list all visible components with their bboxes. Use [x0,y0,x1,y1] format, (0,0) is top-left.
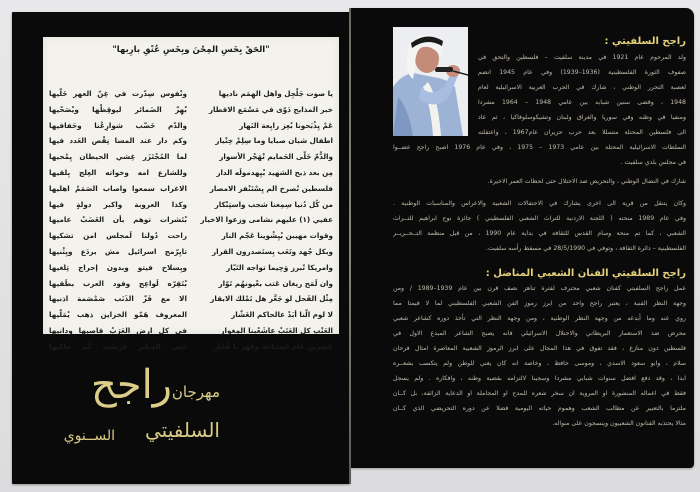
bio-line: السلطات الاسرائيلية المحتلة بين عامي 1973 – 1975 ، وفي عام 1976 اصبح راجح عضــوا [393,144,686,151]
poem-line: وامريكا تُبرز وَحِيما تواجه التَيّار [226,262,333,272]
poem-line: العَتْب كل العَتَبْ عاشَعْبِنا المِغوار [220,325,333,335]
poem-card [43,37,339,351]
bio-section-2 [393,268,686,431]
bio-line: ملتزما بالتعبير عن مطالب الشعب وهموم حياته اليومية فضلا عن دوره التحريضي الذي كــان [393,405,686,412]
bio-line: شارك في النضال الوطني ، والتحريض ضد الاحتلال حتى لحظات العمر الاخيرة. [487,178,686,185]
poem-line: مِن بعد ذبح الشهيد بْيِهدمولَه الدار [216,167,333,177]
bio-line: لعصبة التحرر الوطني ، شارك في الحرب العربية الاسرائيلية لعام [478,84,686,91]
poem-line: وللشارع امه وخواته العِلج بِلقيها [49,167,187,177]
bio-line: وفي عام 1989 منحته ( اللجنة الاردنية للتراث الشعبي الفلسطيني ) جائزة نوح ابراهيم للتــراث [393,215,686,222]
poem-line: وان لَمَح ريغان عَتب بعْيونهُم تَوّار [218,278,333,288]
bio-line: مثالا يحتذيه الفنانون الشعبيون وينسجون على منواله. [552,420,686,427]
poem-line: اطفال شبان صبايا وما سِلِمْ خِتْيار [215,136,333,146]
poem-title: "الحَقْ بِخَسِ المِحْنَ وبِخَسِ عُنْقِ بارِيها" [112,45,270,55]
poem-line: وقوات مهيبن بْيِشْوينا عَجّم النار [221,231,333,241]
bio-line: ومنفيا في وطنه وفي سوريا والعراق ولبنان وتشيكوسلوفاكيا ، ثم عاد [478,114,686,121]
poem-column-right [195,86,333,355]
poem-columns [49,86,333,355]
bio-line: وجهة النظر الفنية ، يعتبر راجح واحد من ابرز رموز الفن الشعبي الفلسطيني لما لا قيمتا مما [393,300,686,307]
bio-heading-1: راجح السلفيتي : [604,36,686,47]
bio-line: ابدا ، وقد دفع افضل سنوات شبابي مشردا وسجينا لالتزامه بقضية وطنه ، وافكاره . ولم يسجل [393,375,686,382]
bio-line: فلسطين دون منازع ، فقد تفوق في هذا المجال على ابرز الرموز الشعبية المعاصرة امثال فرحان [393,345,686,352]
festival-word: مهرجان [171,383,220,401]
bio-line: محرض ضد الاستعمار البريطاني والاحتلال الاسرائيلي فانه يصبح الشاعر المبدع الاول في [393,330,686,337]
bio-line: عمل راجح السلفيتي كفنان شعبي محترف لفترة تناهز نصف قرن بين عام 1939–1989 / ومن [393,285,686,292]
poem-line: يا صوت جَلْجِل واهل الهِمَم ناديها [218,89,333,98]
poem-line: في كل ارض العَرَبْ قاصيها ودانيها [49,325,187,335]
poem-line: عَمْ يِذْبَحونا بْعِز رابِعة النَهار [239,120,333,130]
poem-line: حَتى المنابر فَرَضْتم كُم حاكيها [49,341,187,351]
poem-line: المعروف هَمّو الخزاين ذهب يْمَلّيها [49,310,187,320]
artist-photo [393,27,468,136]
poem-line: بْتَقِرّه لَواعِج وفود العرب بطَقيها [49,278,187,288]
bio-line: سلام ، وابو سعود الاسدي ، وموسى حافظ ، وخاصة انه كان يغني للوطن ولم يتكسب بشعــره [393,360,686,367]
poem-line: وبِسلاح فيتو وبدون إحراج تِلغيها [49,262,187,272]
bio-line: روي عنه وما أبدعه من وجهة النظر الوطنية ، ومن وجهة النظر التي تأخذ دوره كشاعر شعبي [393,315,686,322]
poem-line: ونْفوس سِدّرت في غِنّ العهر خَلّيها [49,89,187,98]
poem-line: وكذا العروبة واكبر دولةٍ فيها [49,199,187,209]
bio-paragraph-2 [393,174,686,189]
festival-artist-name: راجح [91,362,172,408]
bio-line: وكان يتنقل من قرية الى اخرى يشارك في الاحتفالات الشعبية والاعراس والمناسبات الوطنية . [393,200,686,207]
poem-line: والدّم خَضّب شوارِعْنا وحَفافيها [49,120,187,130]
poem-line: تايِرّمج اسرائيل مش بردَع ويِثْنيها [49,246,187,256]
fold-line [349,8,351,484]
festival-artist-surname: السلفيتي [145,418,220,442]
poem-line: خبر المذابح دَوّى في مَسْمَع الاقطار [208,104,333,114]
poem-line: فلسطين تُصرخ الم يِسْتَنْفر الامصار [209,183,333,193]
poem-column-left [49,86,187,355]
poem-line: مِثْل الفَحل لو جَعَّر هل تَمْلك الابقار [210,294,333,304]
poem-line: لا لوم الّنا أبَدْ عالحاكم الغَشّار [231,310,333,320]
bio-heading-2: راجح السلفيتي الفنان الشعبي المناضل : [485,268,686,279]
bio-line: 1948 ، وقضى سنين شبابه بين عامي 1948 – 1964 مشردا [478,99,686,106]
poem-line: وكم دار عند المسا نِقْص العَدد فيها [49,136,187,146]
poem-line: الاغراب سمعوا واصاب الصَمَمْ اهليها [49,183,187,193]
bio-line: فقط في اعماله المنشورة او المروية ان سخر شعره للمدح او المجاملة او الدعاية الزائفة، بل كــان [393,390,686,397]
poem-line: لما المُجْتَزَر غِشي الحيطان يِمْحيها [49,152,187,162]
poem-line: والدُّمّ خَلّى الحَمايم تْهَجْر الأسوار [219,152,333,162]
bio-line: ولد المرحوم عام 1921 في مدينة سلفيت – فلسطين والتحق في [478,54,686,61]
poem-line: عفيي (١) عليهم نشامى وزعوا الاخبار [200,215,333,225]
bio-line: الفلسطينية – دائرة الثقافة ، وتوفي في 28/5/1990 في مسقط رأسه سلفيت. [486,245,686,252]
bio-section-1 [478,36,686,140]
festival-annual: الســنوي [63,428,115,444]
poem-line: راحت دُولنا لَمجلس امن تشكيها [49,231,187,241]
bio-line: الى فلسطين المحتلة متسللا بعد حرب حزيران عام1967 ، واعتقلته [478,129,686,136]
poem-line: بْهِزّ الضَمائر ليوقِظْها ويْصَحّيها [49,104,187,114]
artist-portrait-illustration [393,27,468,136]
festival-logo [30,362,230,460]
bio-line: في مجلس بلدي سلفيت . [620,159,686,166]
poem-line: وبكل جُهد وتَعَب بِستَصدرون القرار [211,246,333,256]
bio-line: الشعبي ، كما تم منحة وسام القدس للثقافة في بداية عام 1990 ، من قبل منظمة التــحــريــر [393,230,686,237]
bio-paragraph-3 [393,196,686,256]
poem-line: عشرين عام استباحَة وقَهر يا فُجّار [213,341,333,351]
poem-line: من كُل دُنيا سِمِعنا شجب واستِنْكار [214,199,333,209]
bio-line: صفوف الثورة الفلسطينية (1936–1939) وفي عام 1945 انضم [478,69,686,76]
poem-line: بْتَشرات توهم بأن الغَضَبْ عاميها [49,215,187,225]
poem-line: الا مع فَزّ الذَنَب صَمْصَمة اذنيها [49,294,187,304]
bio-section-1-continued [393,140,686,170]
